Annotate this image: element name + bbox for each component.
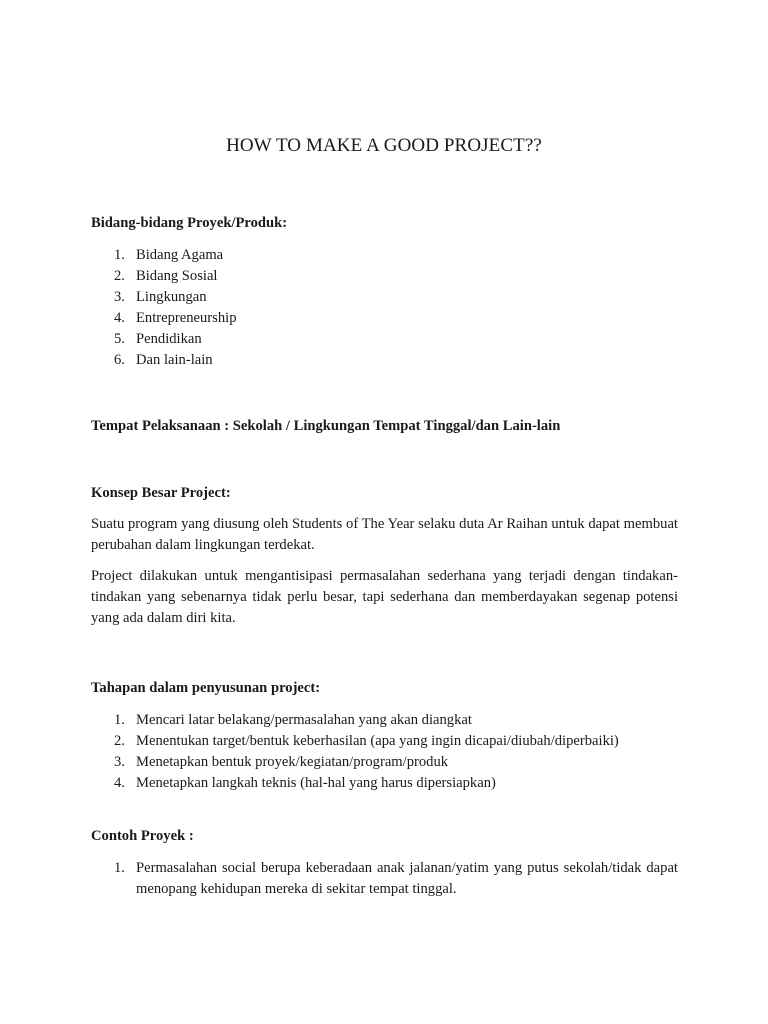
tahapan-heading: Tahapan dalam penyusunan project: (91, 680, 321, 696)
list-item: 4. Entrepreneurship (114, 310, 237, 326)
tahapan-list (91, 710, 678, 794)
contoh-list (91, 858, 678, 900)
konsep-heading: Konsep Besar Project: (91, 485, 231, 501)
list-item: 1. Mencari latar belakang/permasalahan yang akan diangkat (114, 712, 472, 728)
bidang-heading: Bidang-bidang Proyek/Produk: (91, 215, 288, 231)
tempat-section (91, 416, 678, 437)
list-item: 6. Dan lain-lain (114, 352, 213, 368)
list-item: 3. Lingkungan (114, 289, 207, 305)
contoh-heading: Contoh Proyek : (91, 828, 194, 844)
list-item: 1. Bidang Agama (114, 247, 224, 263)
list-item: 2. Bidang Sosial (114, 268, 218, 284)
contoh-section (91, 826, 678, 900)
bidang-list (91, 245, 678, 371)
list-item: 2. Menentukan target/bentuk keberhasilan (apa yang ingin dicapai/diubah/diperbaiki) (114, 733, 619, 749)
bidang-section (91, 213, 678, 371)
list-item: 4. Menetapkan langkah teknis (hal-hal yang harus dipersiapkan) (114, 775, 496, 791)
list-item: 3. Menetapkan bentuk proyek/kegiatan/program/produk (114, 754, 449, 770)
tahapan-section (91, 678, 678, 794)
list-item: 1. Permasalahan social berupa keberadaan anak jalanan/yatim yang putus sekolah/tidak dapat menopang kehidupan mereka di sekitar tempat tinggal. (114, 860, 678, 897)
tempat-heading: Tempat Pelaksanaan : Sekolah / Lingkungan Tempat Tinggal/dan Lain-lain (91, 418, 561, 434)
konsep-paragraph-1: Suatu program yang diusung oleh Students of The Year selaku duta Ar Raihan untuk dapat membuat perubahan dalam lingkungan terdekat. (91, 516, 678, 553)
konsep-section (91, 483, 678, 629)
konsep-paragraph-2: Project dilakukan untuk mengantisipasi permasalahan sederhana yang terjadi dengan tindakan-tindakan yang sebenarnya tidak perlu besar, tapi sederhana dan memberdayakan segenap potensi yang ada dalam diri kita. (91, 568, 678, 626)
list-item: 5. Pendidikan (114, 331, 202, 347)
page-title: HOW TO MAKE A GOOD PROJECT?? (226, 135, 542, 156)
